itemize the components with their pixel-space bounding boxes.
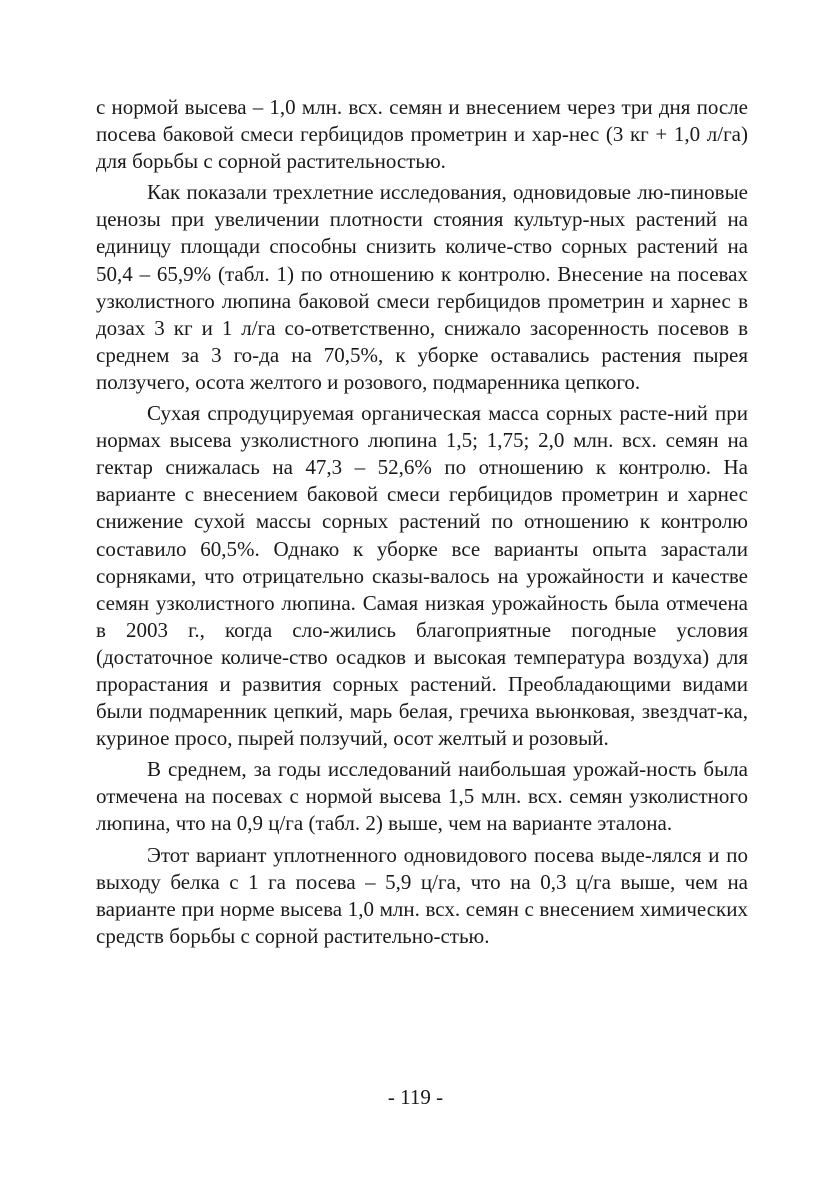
- paragraph-yield: В среднем, за годы исследований наибольшая урожай-ность была отмечена на посевах с нормой высева 1,5 млн. всх. семян узколистного люпина, что на 0,9 ц/га (табл. 2) выше, чем на варианте эталона.: [96, 757, 748, 836]
- page-body: [96, 94, 748, 954]
- paragraph-weed-reduction: Как показали трехлетние исследования, одновидовые лю-пиновые ценозы при увеличении плотности стояния культур-ных растений на единицу площади способны снизить количе-ство сорных растений на 50,4 – 65,9% (табл. 1) по отношению к контролю. Внесение на посевах узколистного люпина баковой смеси гербицидов прометрин и харнес в дозах 3 кг и 1 л/га со-ответственно, снижало засоренность посевов в среднем за 3 го-да на 70,5%, к уборке оставались растения пырея ползучего, осота желтого и розового, подмаренника цепкого.: [96, 180, 748, 394]
- paragraph-dry-mass: Сухая спродуцируемая органическая масса сорных расте-ний при нормах высева узколистного люпина 1,5; 1,75; 2,0 млн. всх. семян на гектар снижалась на 47,3 – 52,6% по отношению к контролю. На варианте с внесением баковой смеси гербицидов прометрин и харнес снижение сухой массы сорных растений по отношению к контролю составило 60,5%. Однако к уборке все варианты опыта зарастали сорняками, что отрицательно сказы-валось на урожайности и качестве семян узколистного люпина. Самая низкая урожайность была отмечена в 2003 г., когда сло-жились благоприятные погодные условия (достаточное количе-ство осадков и высокая температура воздуха) для прорастания и развития сорных растений. Преобладающими видами были подмаренник цепкий, марь белая, гречиха вьюнковая, звездчат-ка, куриное просо, пырей ползучий, осот желтый и розовый.: [96, 401, 748, 751]
- paragraph-protein: Этот вариант уплотненного одновидового посева выде-лялся и по выходу белка с 1 га посева – 5,9 ц/га, что на 0,3 ц/га выше, чем на варианте при норме высева 1,0 млн. всх. семян с внесением химических средств борьбы с сорной растительно-стью.: [96, 842, 748, 948]
- page-number: - 119 -: [387, 1085, 444, 1109]
- paragraph-continuation: с нормой высева – 1,0 млн. всх. семян и внесением через три дня после посева баковой смеси гербицидов прометрин и хар-нес (3 кг + 1,0 л/га) для борьбы с сорной растительностью.: [96, 95, 748, 174]
